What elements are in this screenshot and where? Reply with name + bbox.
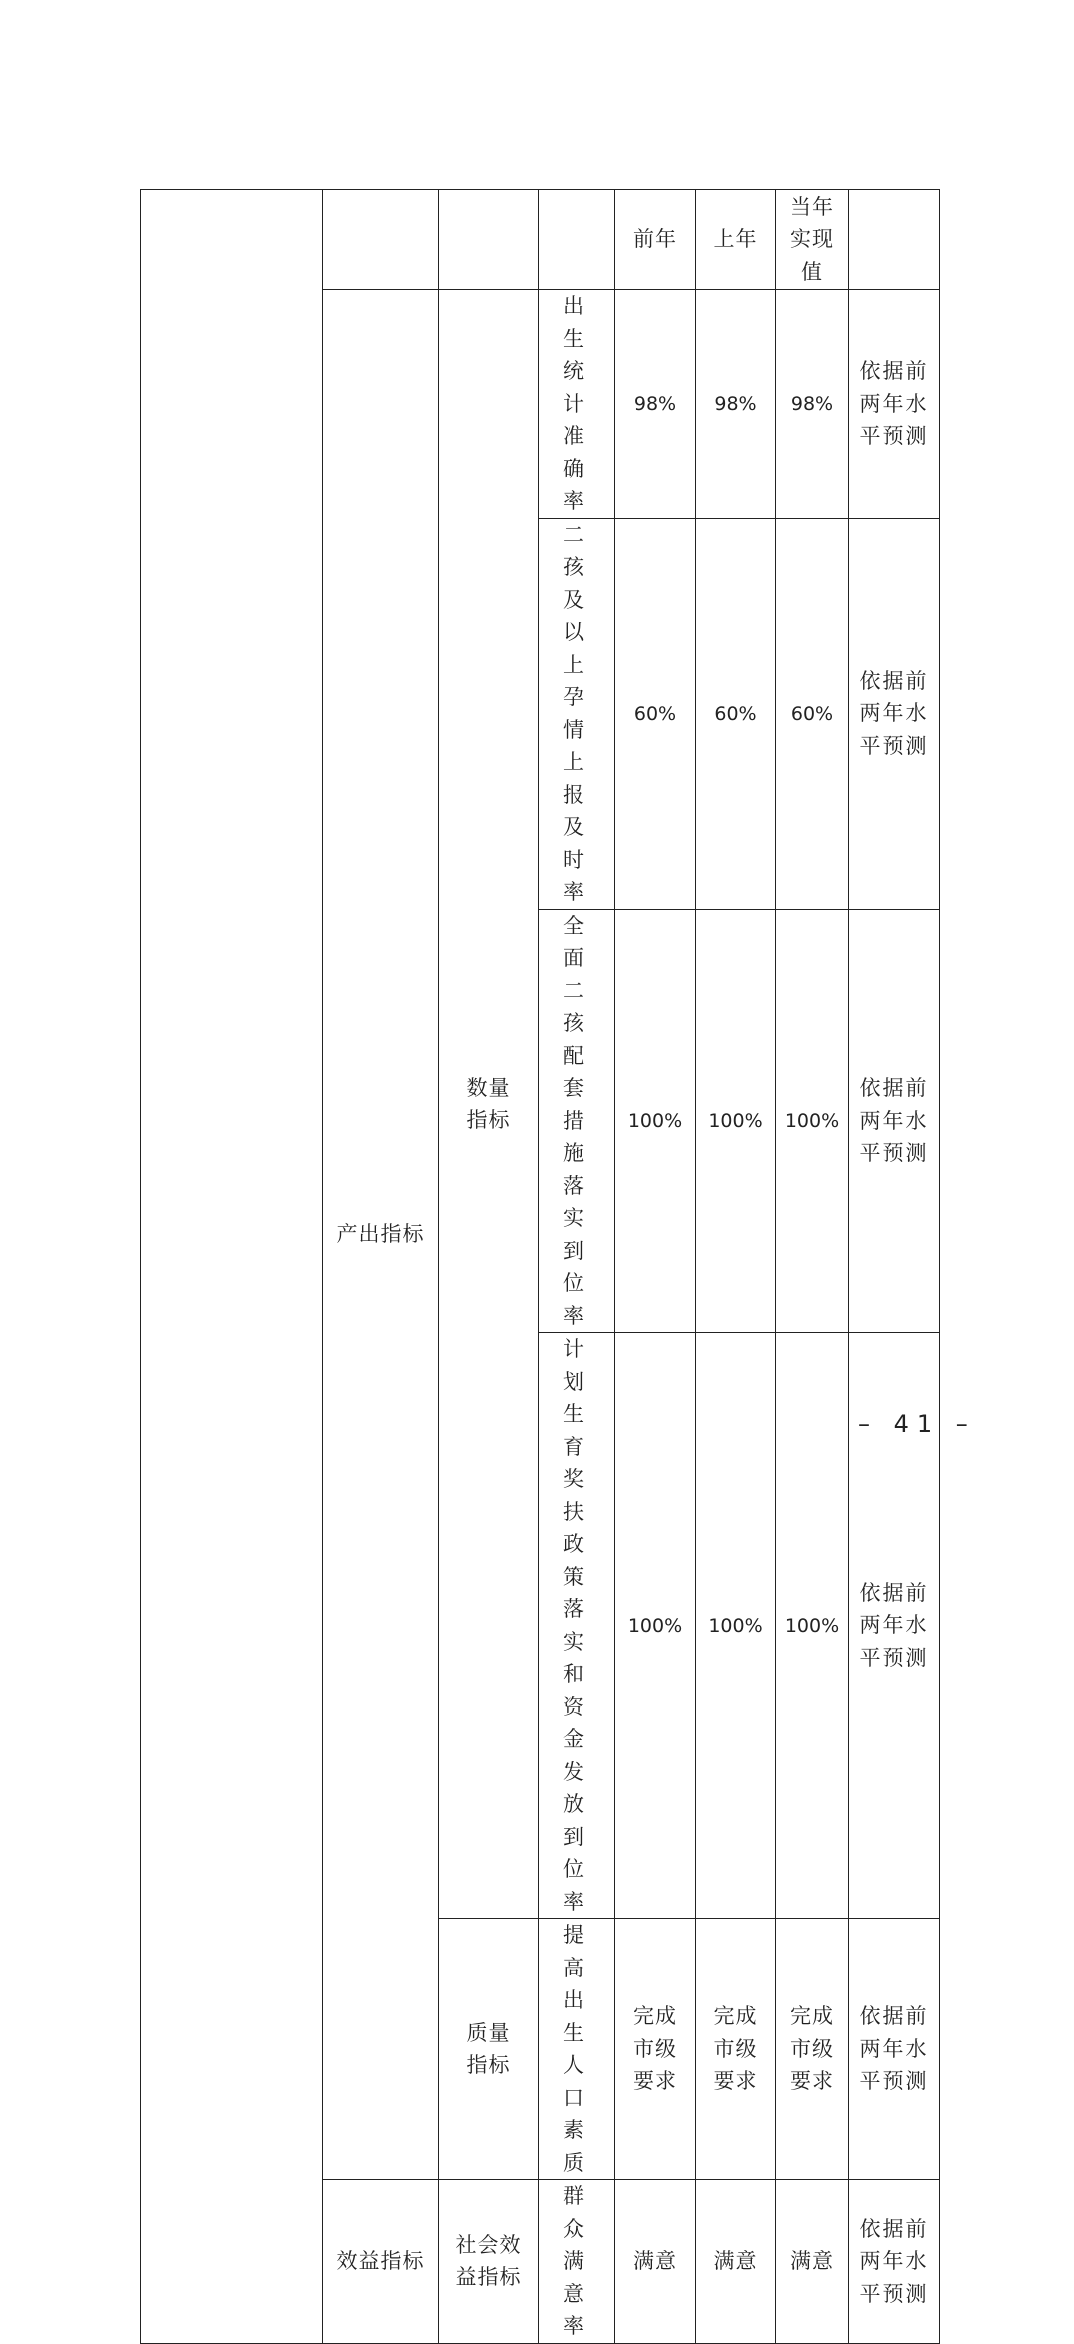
basis-text: 依据前 两年水 平预测 [849, 290, 940, 519]
social-benefit-indicator-label: 社会效 益指标 [439, 2180, 539, 2344]
value-shangnian: 60% [696, 518, 776, 909]
value-dangnian: 100% [776, 909, 849, 1333]
benefit-indicator-label: 效益指标 [323, 2180, 439, 2344]
blank-left-column-cell [141, 190, 323, 2344]
quantity-indicator-label: 数量 指标 [439, 290, 539, 1919]
value-shangnian: 满意 [696, 2180, 776, 2344]
value-qiannian: 完成 市级 要求 [615, 1919, 696, 2180]
basis-text: 依据前 两年水 平预测 [849, 518, 940, 909]
header-blank-cell [323, 190, 439, 290]
basis-text: 依据前 两年水 平预测 [849, 2180, 940, 2344]
basis-text: 依据前 两年水 平预测 [849, 1333, 940, 1919]
value-shangnian: 100% [696, 909, 776, 1333]
header-blank-cell [539, 190, 615, 290]
value-dangnian: 98% [776, 290, 849, 519]
header-blank-cell [439, 190, 539, 290]
basis-text: 依据前 两年水 平预测 [849, 909, 940, 1333]
value-dangnian: 60% [776, 518, 849, 909]
value-qiannian: 98% [615, 290, 696, 519]
indicator-name: 出生 统计 准确 率 [539, 290, 615, 519]
value-qiannian: 100% [615, 909, 696, 1333]
value-qiannian: 满意 [615, 2180, 696, 2344]
indicator-name: 全面 二孩 配套 措施 落实 到位 率 [539, 909, 615, 1333]
value-dangnian: 完成 市级 要求 [776, 1919, 849, 2180]
value-shangnian: 100% [696, 1333, 776, 1919]
output-indicator-label: 产出指标 [323, 290, 439, 2180]
indicator-name: 计划 生育 奖扶 政策 落实 和资 金发 放到 位率 [539, 1333, 615, 1919]
indicator-name: 二孩 及以 上孕 情上 报及 时率 [539, 518, 615, 909]
indicator-name: 提高 出生 人口 素质 [539, 1919, 615, 2180]
value-shangnian: 98% [696, 290, 776, 519]
page-number: – 41 – [858, 1410, 976, 1438]
indicator-name: 群众 满意 率 [539, 2180, 615, 2344]
performance-indicator-table [140, 189, 940, 2344]
header-shangnian: 上年 [696, 190, 776, 290]
quality-indicator-label: 质量 指标 [439, 1919, 539, 2180]
header-dangnian: 当年 实现 值 [776, 190, 849, 290]
value-qiannian: 60% [615, 518, 696, 909]
header-blank-cell [849, 190, 940, 290]
value-dangnian: 100% [776, 1333, 849, 1919]
basis-text: 依据前 两年水 平预测 [849, 1919, 940, 2180]
value-shangnian: 完成 市级 要求 [696, 1919, 776, 2180]
value-qiannian: 100% [615, 1333, 696, 1919]
table-header-row [141, 190, 940, 290]
header-qiannian: 前年 [615, 190, 696, 290]
value-dangnian: 满意 [776, 2180, 849, 2344]
